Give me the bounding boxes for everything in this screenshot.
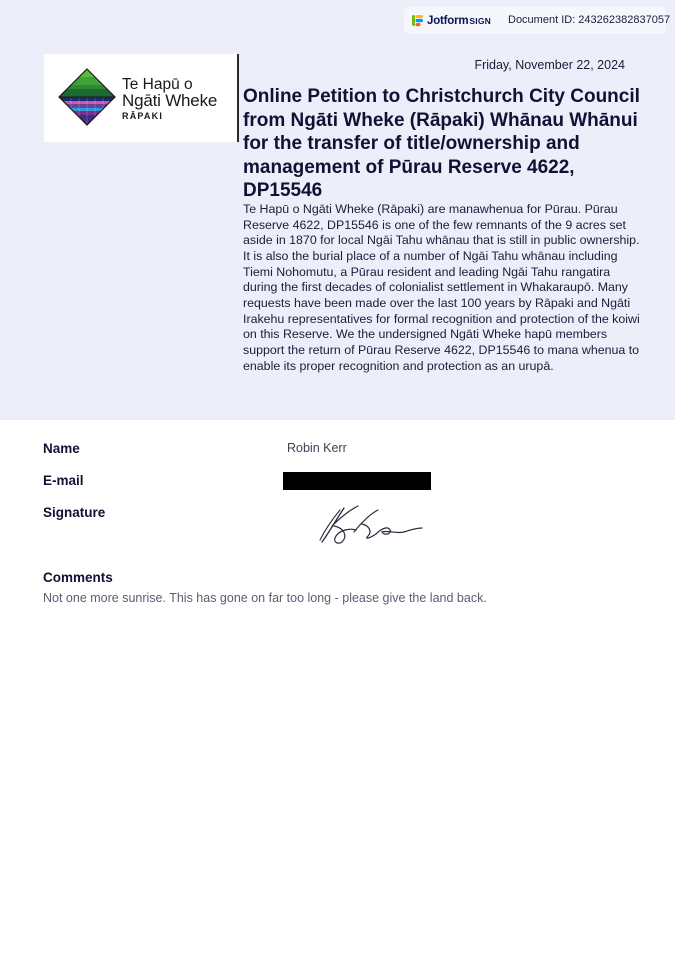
signature-label: Signature [43,505,106,520]
comments-value: Not one more sunrise. This has gone on far too long - please give the land back. [43,591,487,605]
logo-text-line1: Te Hapū o [122,76,193,93]
signature-image [318,500,430,551]
name-label: Name [43,441,80,456]
diamond-logo-icon [57,67,117,132]
petition-description: Te Hapū o Ngāti Wheke (Rāpaki) are manawhenua for Pūrau. Pūrau Reserve 4622, DP15546 is one of the few remnants of the 9 acres set aside in 1870 for local Ngāi Tahu whānau that is still in public ownership. It is also the burial place of a number of Ngāi Tahu whānau including Tiemi Nohomutu, a Pūrau resident and leading Ngāi Tahu rangatira during the first decades of colonialist settlement in Whakaraupō. Many requests have been made over the last 100 years by Rāpaki and Ngāti Irakehu representatives for formal recognition and protection of the koiwi on this Reserve. We the undersigned Ngāti Wheke hapū members support the return of Pūrau Reserve 4622, DP15546 to mana whenua to enable its proper recognition and protection as an urupā. [243,202,640,373]
logo-text-line3: RĀPAKI [122,111,164,121]
email-redaction [283,472,431,490]
comments-label: Comments [43,570,113,585]
jotform-sign-logo [412,13,491,28]
document-id: Document ID: 243262382837057 [508,14,671,26]
logo-text-line2: Ngāti Wheke [122,91,218,110]
jotform-logo-icon [412,14,424,28]
submission-date: Friday, November 22, 2024 [474,58,625,72]
email-label: E-mail [43,473,84,488]
name-value: Robin Kerr [287,441,347,455]
organization-logo [44,54,237,142]
petition-title: Online Petition to Christchurch City Council from Ngāti Wheke (Rāpaki) Whānau Whānui for the transfer of title/ownership and management of Pūrau Reserve 4622, DP15546 [243,86,640,201]
jotform-sign-suffix: SIGN [469,15,491,26]
document-id-bar [404,7,671,34]
logo-divider [237,54,239,142]
jotform-wordmark: Jotform [427,14,469,27]
